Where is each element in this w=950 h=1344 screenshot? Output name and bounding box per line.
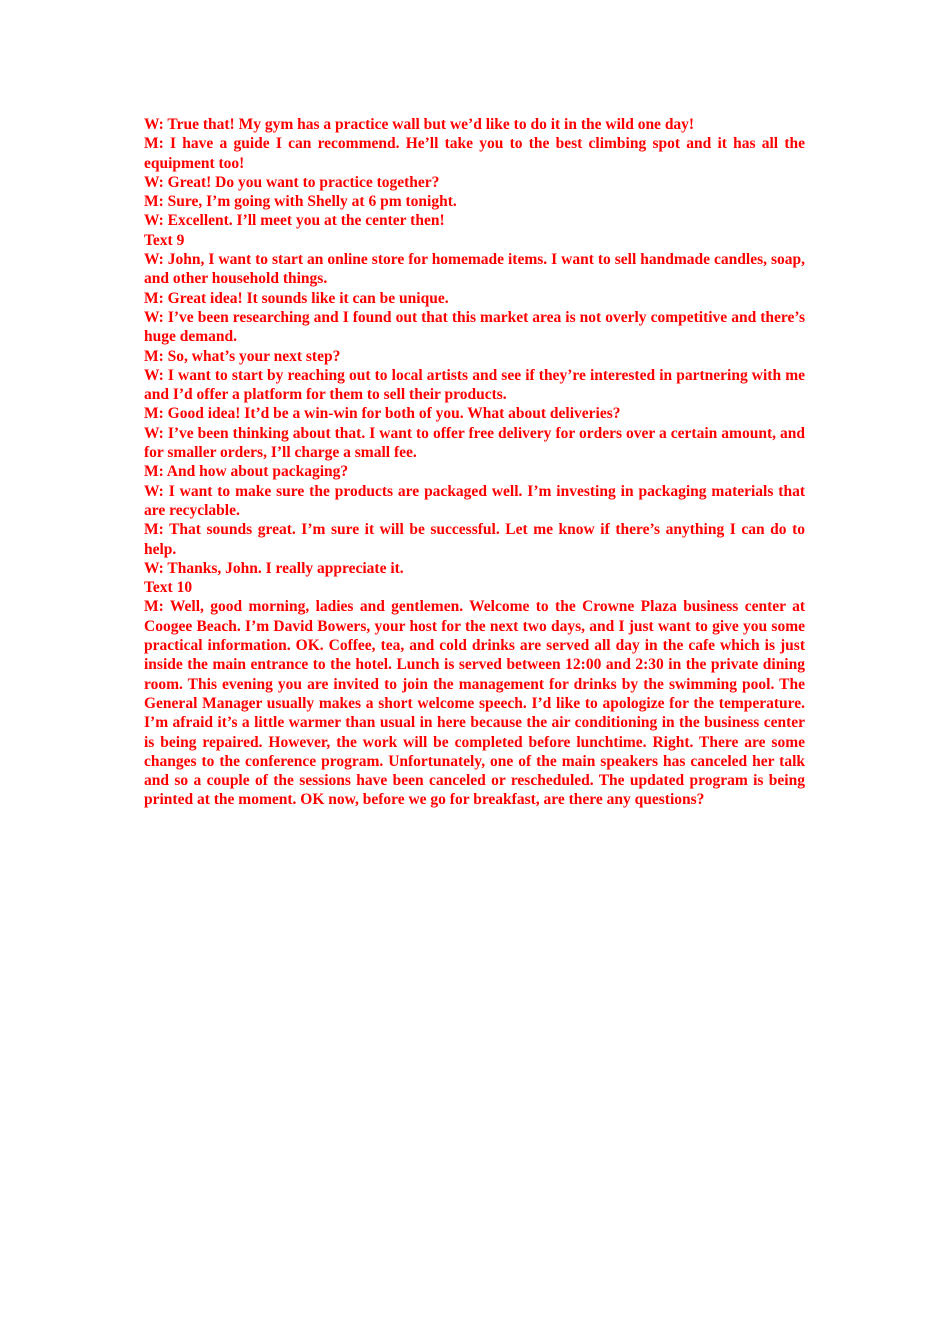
dialogue-line: W: Great! Do you want to practice together?: [144, 173, 440, 191]
section-heading-text-9: Text 9: [144, 231, 185, 249]
document-page: [144, 115, 805, 810]
dialogue-line: M: And how about packaging?: [144, 463, 349, 481]
dialogue-line: W: True that! My gym has a practice wall but we’d like to do it in the wild one day!: [144, 116, 695, 133]
dialogue-line: M: I have a guide I can recommend. He’ll take you to the best climbing spot and it has all the equipment too!: [144, 135, 805, 172]
dialogue-line: M: Great idea! It sounds like it can be unique.: [144, 289, 449, 307]
dialogue-line: W: Excellent. I’ll meet you at the center then!: [144, 212, 445, 230]
dialogue-line: M: Good idea! It’d be a win-win for both of you. What about deliveries?: [144, 405, 621, 423]
dialogue-line: M: That sounds great. I’m sure it will be successful. Let me know if there’s anything I can do to help.: [144, 521, 805, 558]
monologue-paragraph: M: Well, good morning, ladies and gentlemen. Welcome to the Crowne Plaza business center at Coogee Beach. I’m David Bowers, your host for the next two days, and I just want to give you some practical information. OK. Coffee, tea, and cold drinks are served all day in the cafe which is just inside the main entrance to the hotel. Lunch is served between 12:00 and 2:30 in the private dining room. This evening you are invited to join the management for drinks by the swimming pool. The General Manager usually makes a short welcome speech. I’d like to apologize for the temperature. I’m afraid it’s a little warmer than usual in here because the air conditioning in the business center is being repaired. However, the work will be completed before lunchtime. Right. There are some changes to the conference program. Unfortunately, one of the main speakers has canceled her talk and so a couple of the sessions have been canceled or rescheduled. The updated program is being printed at the moment. OK now, before we go for breakfast, are there any questions?: [144, 598, 805, 809]
dialogue-line: W: I’ve been researching and I found out that this market area is not overly competitive and there’s huge demand.: [144, 308, 805, 346]
dialogue-line: W: Thanks, John. I really appreciate it.: [144, 559, 404, 577]
dialogue-line: M: Sure, I’m going with Shelly at 6 pm tonight.: [144, 193, 457, 211]
dialogue-line: W: John, I want to start an online store for homemade items. I want to sell handmade candles, soap, and other household things.: [144, 251, 805, 288]
dialogue-line: W: I want to start by reaching out to local artists and see if they’re interested in partnering with me and I’d offer a platform for them to sell their products.: [144, 366, 805, 404]
dialogue-line: W: I want to make sure the products are packaged well. I’m investing in packaging materials that are recyclable.: [144, 482, 805, 519]
dialogue-line: M: So, what’s your next step?: [144, 347, 341, 365]
section-heading-text-10: Text 10: [144, 579, 193, 597]
dialogue-line: W: I’ve been thinking about that. I want to offer free delivery for orders over a certain amount, and for smaller orders, I’ll charge a small fee.: [144, 424, 805, 462]
